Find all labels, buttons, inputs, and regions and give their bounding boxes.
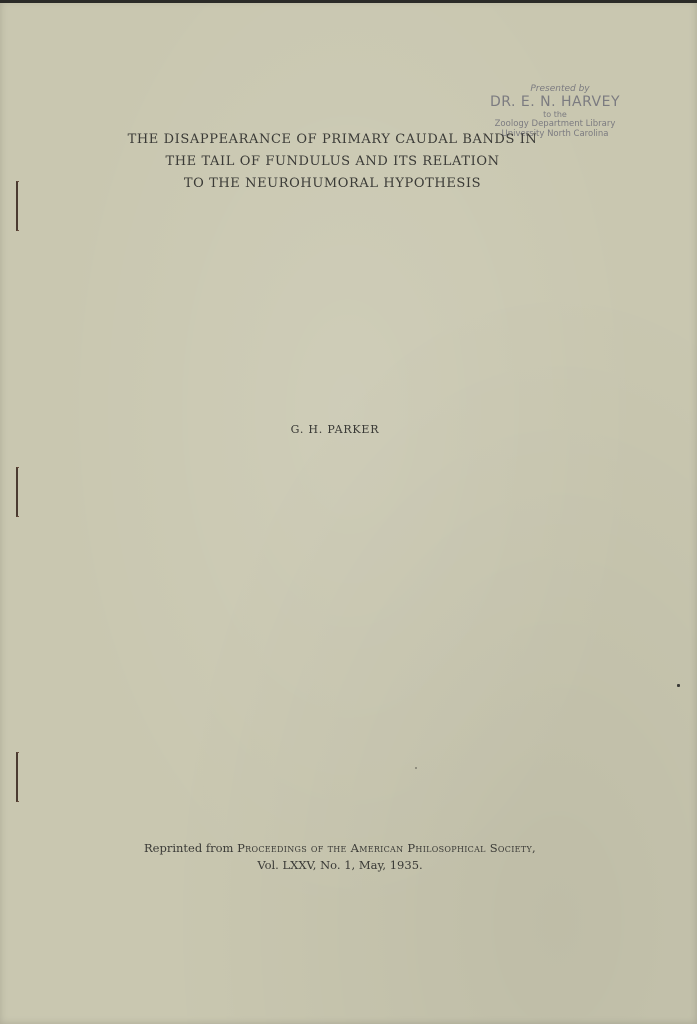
stamp-donor-name: DR. E. N. HARVEY — [489, 94, 621, 110]
paper-speck — [415, 767, 417, 769]
reprint-prefix: Reprinted from — [144, 841, 234, 855]
author-name: G. H. PARKER — [290, 423, 380, 436]
staple — [16, 181, 19, 231]
stamp-to: to the — [543, 110, 567, 119]
title-line-1: THE DISAPPEARANCE OF PRIMARY CAUDAL BANDS IN — [127, 132, 538, 147]
title-line-2: THE TAIL OF FUNDULUS AND ITS RELATION — [165, 154, 500, 169]
journal-name: Proceedings of the American Philosophical Society, — [237, 841, 536, 855]
title-line-3: TO THE NEUROHUMORAL HYPOTHESIS — [183, 176, 482, 191]
staple — [16, 467, 19, 517]
paper-speck — [677, 684, 680, 687]
stamp-university: University North Carolina — [501, 129, 609, 139]
reprint-notice — [0, 840, 680, 874]
reprint-line-1 — [0, 840, 680, 857]
stamp-presented: Presented by — [530, 84, 590, 94]
reprint-citation: Vol. LXXV, No. 1, May, 1935. — [257, 858, 423, 872]
document-title — [110, 129, 555, 195]
top-edge — [0, 0, 697, 3]
stamp-library: Zoology Department Library — [494, 119, 616, 129]
staple — [16, 752, 19, 802]
